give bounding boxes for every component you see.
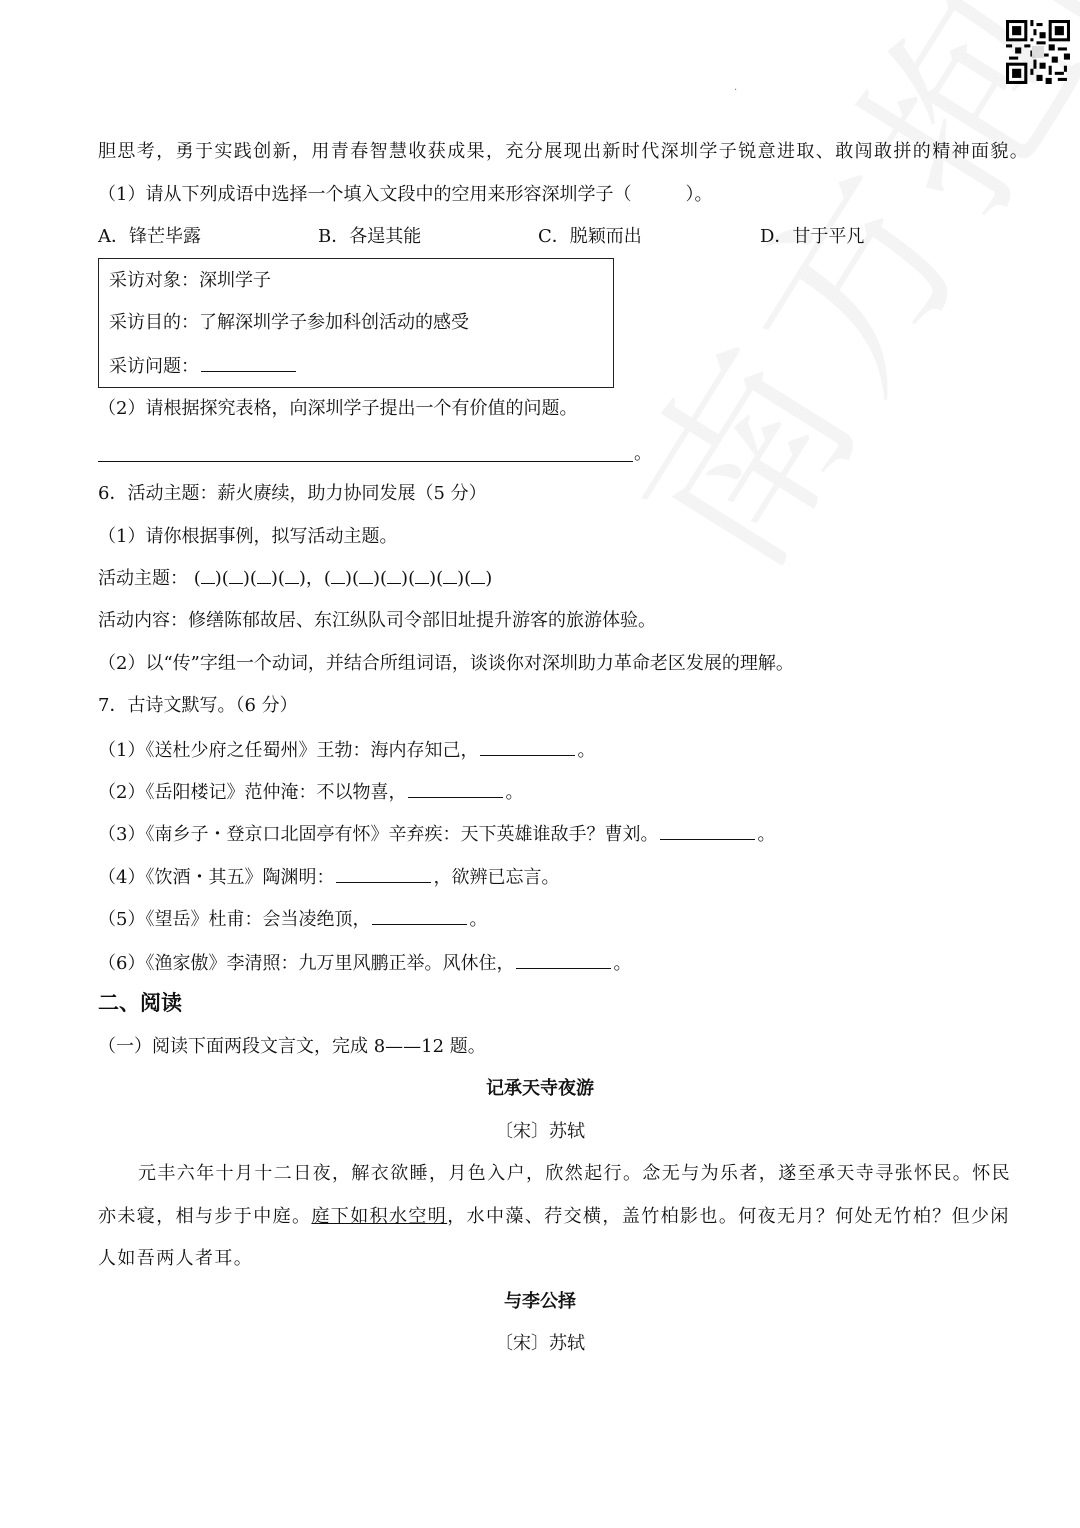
q7-item-end: 。: [577, 740, 596, 761]
text1-line: 元丰六年十月十二日夜，解衣欲睡，月色入户，欣然起行。念无与为乐者，遂至承天寺寻张怀民。怀民: [138, 1163, 1011, 1184]
q7-item-text: （3）《南乡子・登京口北固亭有怀》辛弃疾：天下英雄谁敌手？曹刘。: [98, 824, 659, 845]
answer-line[interactable]: [98, 461, 633, 462]
q7-item: [98, 950, 631, 976]
q7-item-end: ，欲辨已忘言。: [433, 867, 560, 888]
answer-blank[interactable]: [336, 864, 431, 883]
answer-line-end: 。: [634, 443, 652, 464]
text1-title: 记承天寺夜游: [486, 1078, 594, 1099]
text2-title: 与李公择: [504, 1291, 576, 1312]
q6-1-prompt: （1）请你根据事例，拟写活动主题。: [98, 526, 398, 547]
q7-item-text: （4）《饮酒・其五》陶渊明：: [98, 867, 335, 888]
q7-item-end: 。: [469, 909, 488, 930]
text1-segment: 亦未寝，相与步于中庭。: [98, 1206, 312, 1227]
answer-blank[interactable]: [372, 906, 467, 925]
q7-item: [98, 737, 595, 763]
q7-item-end: 。: [757, 824, 776, 845]
q7-item-text: （5）《望岳》杜甫：会当凌绝顶，: [98, 909, 371, 930]
option-a: A．锋芒毕露: [98, 226, 201, 247]
q7-item-text: （6）《渔家傲》李清照：九万里风鹏正举。风休住，: [98, 953, 515, 974]
qr-code-image: [1006, 20, 1070, 84]
q7-item-text: （2）《岳阳楼记》范仲淹：不以物喜，: [98, 782, 407, 803]
activity-content: 活动内容：修缮陈郁故居、东江纵队司令部旧址提升游客的旅游体验。: [98, 610, 656, 631]
interview-purpose: 采访目的：了解深圳学子参加科创活动的感受: [109, 312, 469, 333]
answer-blank[interactable]: [201, 353, 296, 372]
option-b: B．各逞其能: [318, 226, 422, 247]
q7-item-end: 。: [613, 953, 632, 974]
q5-2-prompt: （2）请根据探究表格，向深圳学子提出一个有价值的问题。: [98, 398, 578, 419]
intro-paragraph-line: 胆思考，勇于实践创新，用青春智慧收获成果，充分展现出新时代深圳学子锐意进取、敢闯敢拼的精神面貌。: [98, 141, 1030, 162]
q7-item: [98, 779, 523, 805]
text1-author: 〔宋〕苏轼: [495, 1121, 585, 1142]
activity-theme-label: 活动主题：: [98, 568, 188, 589]
interview-question-label: 采访问题：: [109, 356, 199, 377]
text1-line: [98, 1205, 1010, 1229]
q6-title: 6．活动主题：薪火赓续，助力协同发展（5 分）: [98, 483, 487, 504]
interview-table: [98, 258, 614, 388]
q7-item: [98, 864, 559, 890]
q7-item-text: （1）《送杜少府之任蜀州》王勃：海内存知己，: [98, 740, 479, 761]
theme-blanks[interactable]: ( )( )( )( )，( )( )( )( )( )( ): [193, 568, 493, 589]
q5-1-prompt: （1）请从下列成语中选择一个填入文段中的空用来形容深圳学子（ ）。: [98, 184, 713, 205]
section-heading: 二、阅读: [98, 991, 182, 1015]
q6-2-prompt: （2）以“传”字组一个动词，并结合所组词语，谈谈你对深圳助力革命老区发展的理解。: [98, 653, 794, 674]
underlined-sentence: 庭下如积水空明: [311, 1206, 448, 1227]
header-dot: .: [734, 82, 738, 93]
text1-line: 人如吾两人者耳。: [98, 1248, 254, 1269]
interview-question: [109, 353, 298, 379]
q7-item: [98, 906, 487, 932]
section-instruction: （一）阅读下面两段文言文，完成 8——12 题。: [98, 1036, 486, 1057]
answer-blank[interactable]: [660, 821, 755, 840]
text2-author: 〔宋〕苏轼: [495, 1333, 585, 1354]
activity-theme-row: [98, 567, 492, 591]
answer-blank[interactable]: [516, 950, 611, 969]
q7-item-end: 。: [505, 782, 524, 803]
q7-item: [98, 821, 775, 847]
q7-title: 7．古诗文默写。（6 分）: [98, 695, 298, 716]
text1-segment: ，水中藻、荇交横，盖竹柏影也。何夜无月？何处无竹柏？但少闲: [447, 1206, 1010, 1227]
answer-blank[interactable]: [408, 779, 503, 798]
option-d: D．甘于平凡: [760, 226, 865, 247]
interview-object: 采访对象：深圳学子: [109, 270, 271, 291]
answer-blank[interactable]: [480, 737, 575, 756]
watermark: [560, 0, 1080, 612]
option-c: C．脱颖而出: [538, 226, 642, 247]
